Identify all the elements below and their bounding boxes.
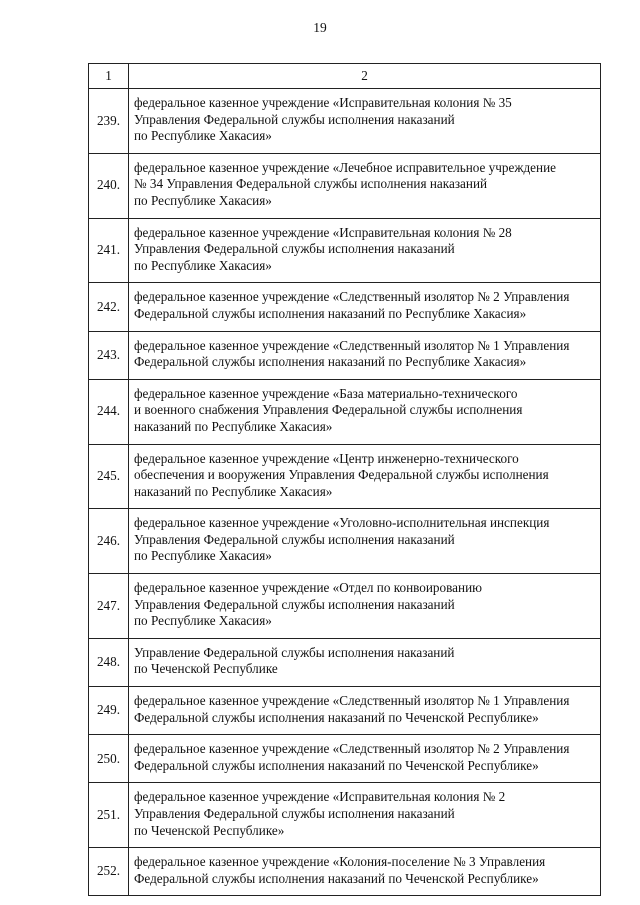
row-number: 244. bbox=[89, 379, 129, 444]
header-number-column: 1 bbox=[89, 64, 129, 89]
table-row bbox=[89, 283, 601, 331]
row-number: 240. bbox=[89, 153, 129, 218]
table-row bbox=[89, 331, 601, 379]
institution-name: федеральное казенное учреждение «База материально-технического и военного снабжения Управления Федеральной службы исполнения наказаний по Республике Хакасия» bbox=[129, 379, 601, 444]
table-row bbox=[89, 444, 601, 509]
header-name-column: 2 bbox=[129, 64, 601, 89]
institution-name: федеральное казенное учреждение «Лечебное исправительное учреждение № 34 Управления Федеральной службы исполнения наказаний по Республике Хакасия» bbox=[129, 153, 601, 218]
institution-name: федеральное казенное учреждение «Центр инженерно-технического обеспечения и вооружения Управления Федеральной службы исполнения наказаний по Республике Хакасия» bbox=[129, 444, 601, 509]
institution-name: федеральное казенное учреждение «Исправительная колония № 35 Управления Федеральной службы исполнения наказаний по Республике Хакасия» bbox=[129, 89, 601, 154]
institution-name: федеральное казенное учреждение «Исправительная колония № 2 Управления Федеральной службы исполнения наказаний по Чеченской Республике» bbox=[129, 783, 601, 848]
table-row bbox=[89, 153, 601, 218]
institution-name: федеральное казенное учреждение «Исправительная колония № 28 Управления Федеральной службы исполнения наказаний по Республике Хакасия» bbox=[129, 218, 601, 283]
table-row bbox=[89, 379, 601, 444]
table-row bbox=[89, 783, 601, 848]
institution-name: федеральное казенное учреждение «Следственный изолятор № 1 Управления Федеральной службы исполнения наказаний по Чеченской Республике» bbox=[129, 687, 601, 735]
row-number: 247. bbox=[89, 574, 129, 639]
page-number: 19 bbox=[313, 20, 327, 35]
institutions-table bbox=[88, 63, 601, 896]
row-number: 241. bbox=[89, 218, 129, 283]
row-number: 248. bbox=[89, 638, 129, 686]
table-row bbox=[89, 218, 601, 283]
table-row bbox=[89, 574, 601, 639]
table-row bbox=[89, 638, 601, 686]
row-number: 245. bbox=[89, 444, 129, 509]
row-number: 252. bbox=[89, 848, 129, 896]
row-number: 249. bbox=[89, 687, 129, 735]
row-number: 239. bbox=[89, 89, 129, 154]
row-number: 246. bbox=[89, 509, 129, 574]
row-number: 243. bbox=[89, 331, 129, 379]
table-row bbox=[89, 509, 601, 574]
institution-name: федеральное казенное учреждение «Уголовно-исполнительная инспекция Управления Федеральной службы исполнения наказаний по Республике Хакасия» bbox=[129, 509, 601, 574]
row-number: 242. bbox=[89, 283, 129, 331]
institution-name: федеральное казенное учреждение «Следственный изолятор № 1 Управления Федеральной службы исполнения наказаний по Республике Хакасия» bbox=[129, 331, 601, 379]
institution-name: федеральное казенное учреждение «Следственный изолятор № 2 Управления Федеральной службы исполнения наказаний по Республике Хакасия» bbox=[129, 283, 601, 331]
table-body bbox=[89, 89, 601, 896]
table-row bbox=[89, 687, 601, 735]
table-row bbox=[89, 848, 601, 896]
table-row bbox=[89, 735, 601, 783]
institution-name: Управление Федеральной службы исполнения наказаний по Чеченской Республике bbox=[129, 638, 601, 686]
institution-name: федеральное казенное учреждение «Отдел по конвоированию Управления Федеральной службы исполнения наказаний по Республике Хакасия» bbox=[129, 574, 601, 639]
table-row bbox=[89, 89, 601, 154]
row-number: 250. bbox=[89, 735, 129, 783]
institution-name: федеральное казенное учреждение «Колония-поселение № 3 Управления Федеральной службы исполнения наказаний по Чеченской Республике» bbox=[129, 848, 601, 896]
institution-name: федеральное казенное учреждение «Следственный изолятор № 2 Управления Федеральной службы исполнения наказаний по Чеченской Республике» bbox=[129, 735, 601, 783]
table-header-row bbox=[89, 64, 601, 89]
row-number: 251. bbox=[89, 783, 129, 848]
